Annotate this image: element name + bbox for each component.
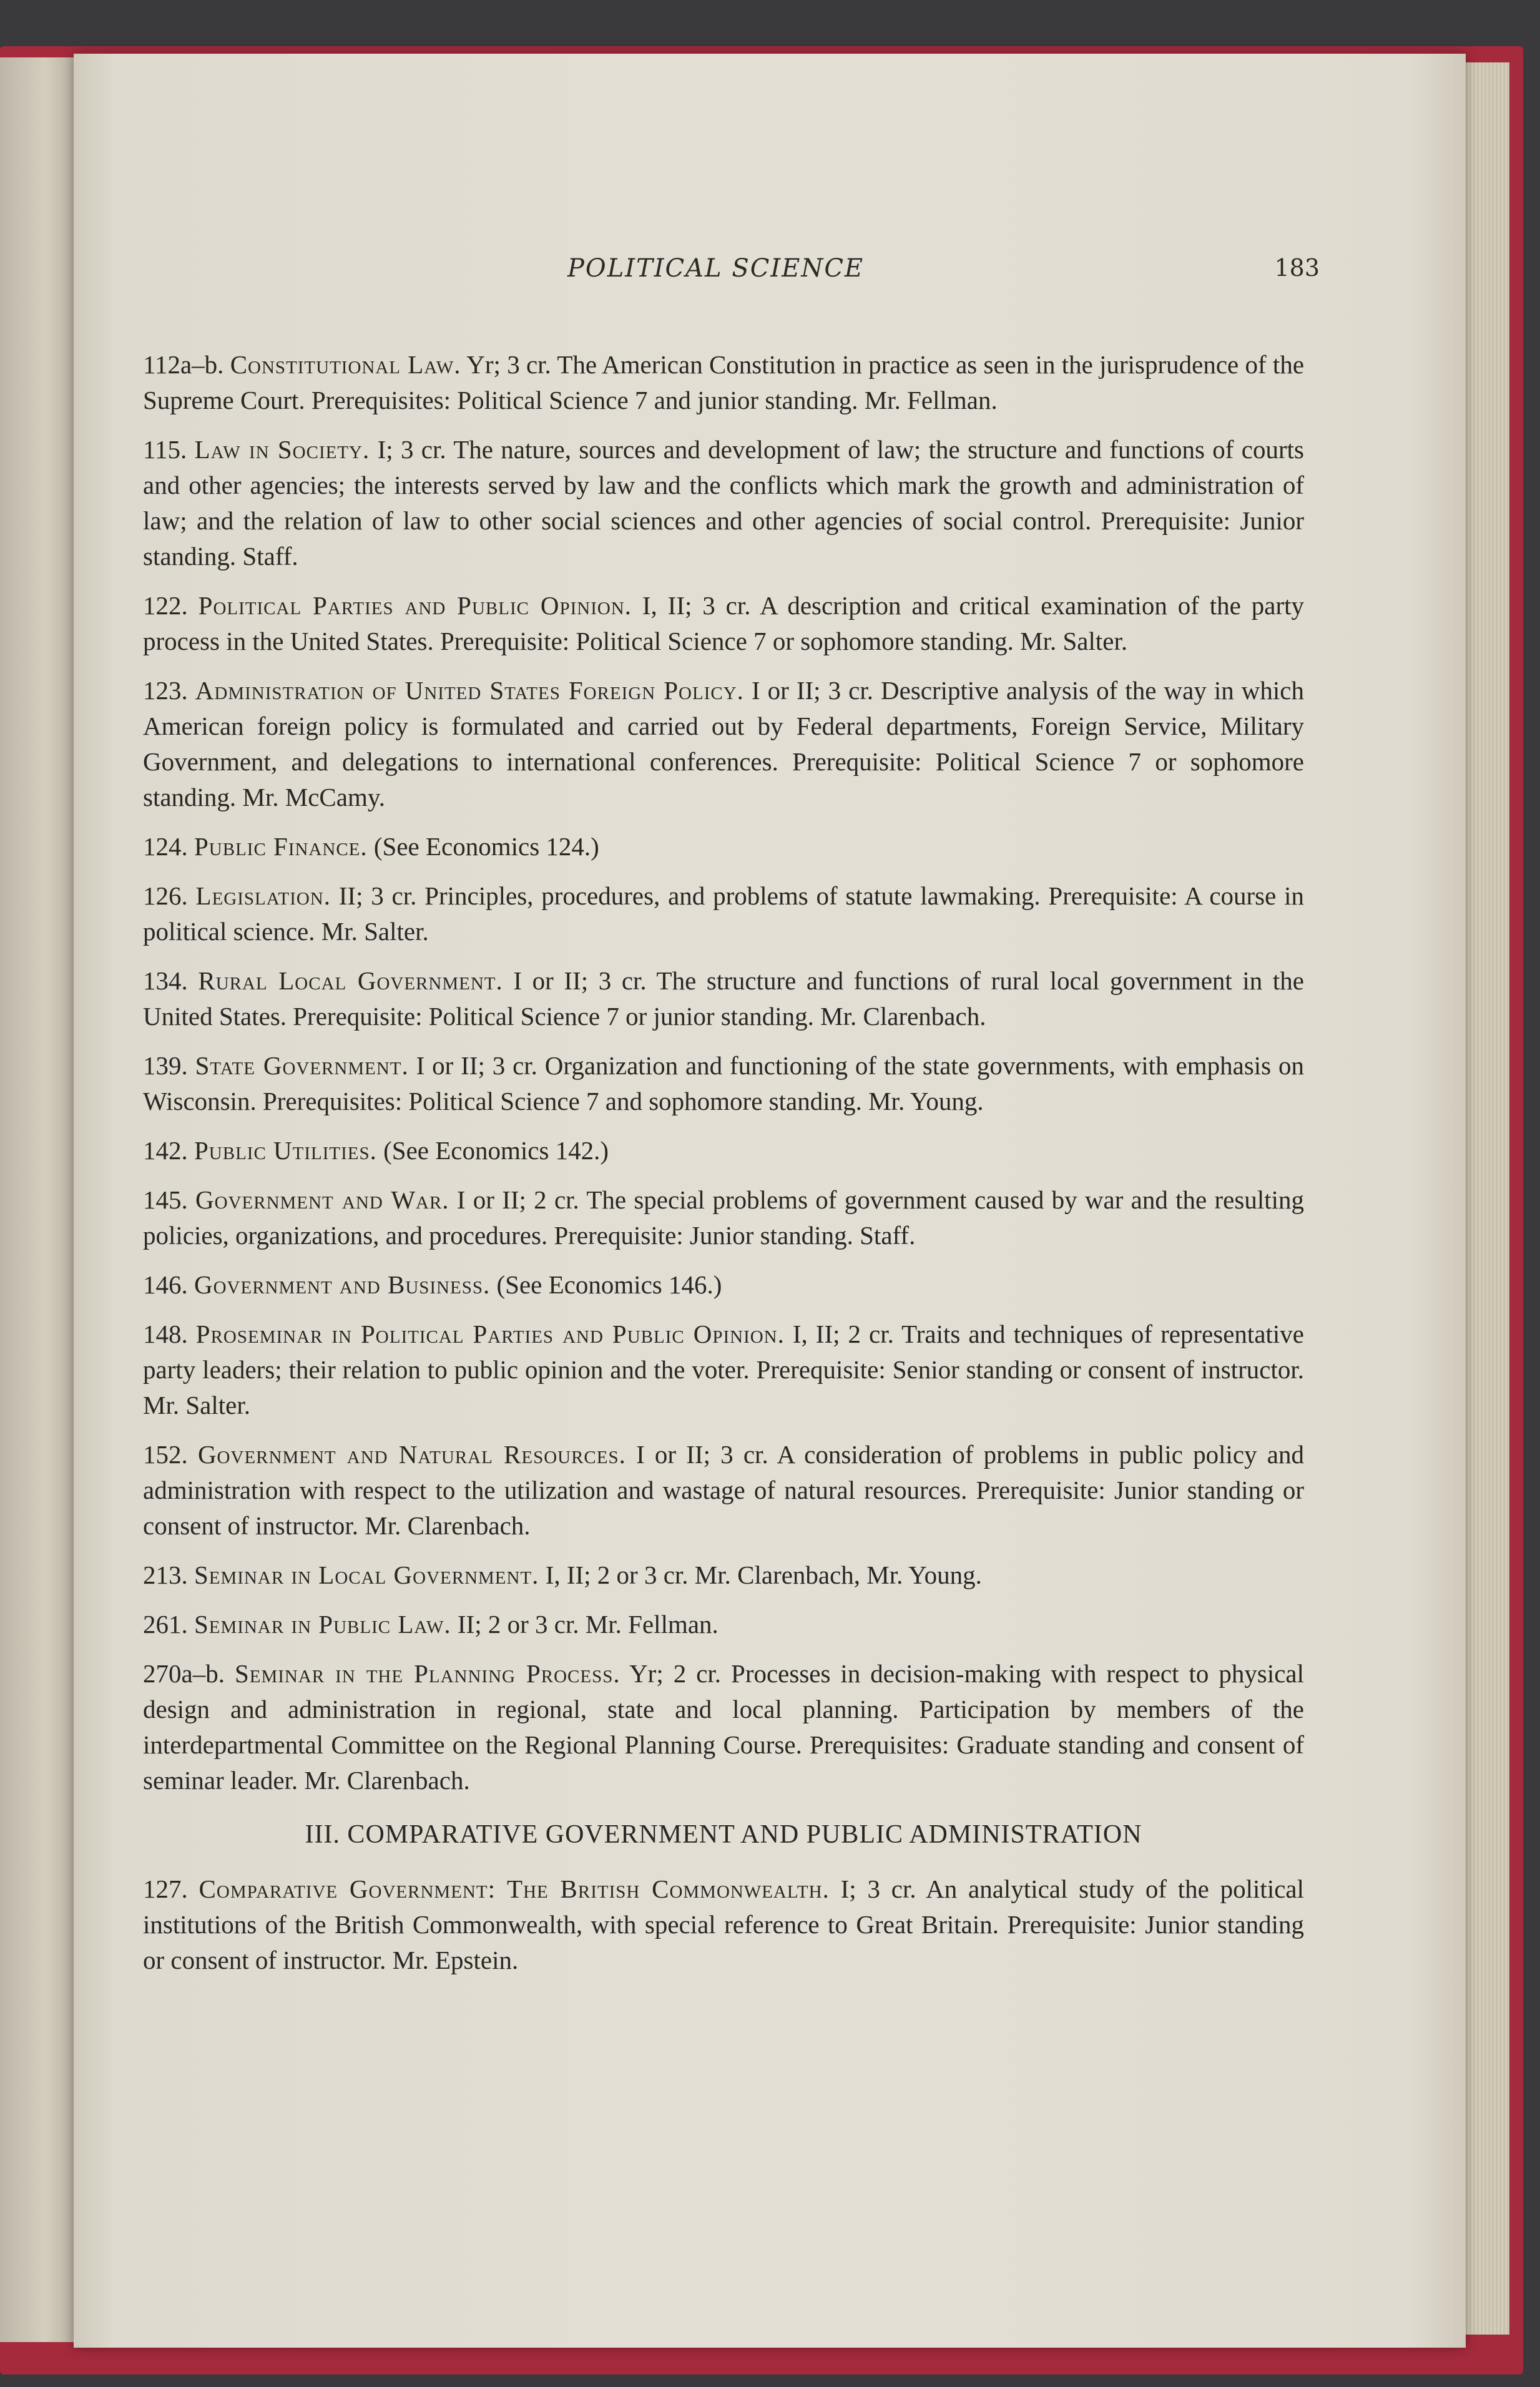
- course-title: Political Parties and Public Opinion.: [198, 591, 632, 620]
- running-title: POLITICAL SCIENCE: [567, 254, 865, 283]
- course-entry: [143, 829, 1304, 865]
- course-description: I or II; 2 cr. The special problems of government caused by war and the resulting policies, organizations, and procedures. Prerequisite: Junior standing. Staff.: [143, 1185, 1304, 1250]
- course-entry: [143, 432, 1304, 574]
- course-description: I, II; 2 or 3 cr. Mr. Clarenbach, Mr. Young.: [539, 1561, 982, 1589]
- course-entry: [143, 1048, 1304, 1119]
- course-number: 124.: [143, 832, 188, 861]
- course-title: Rural Local Government.: [198, 966, 503, 995]
- course-description: I or II; 3 cr. The structure and functions of rural local government in the United States. Prerequisite: Political Science 7 or junior standing. Mr. Clarenbach.: [143, 966, 1305, 1031]
- course-number: 142.: [143, 1136, 188, 1165]
- course-description: I; 3 cr. The nature, sources and development of law; the structure and functions of courts and other agencies; the interests served by law and the conflicts which mark the growth and administration of law; and the relation of law to other social sciences and other agencies of social control. Prerequisite: Junior standing. Staff.: [143, 435, 1304, 571]
- section-heading: III. COMPARATIVE GOVERNMENT AND PUBLIC ADMINISTRATION: [305, 1820, 1142, 1849]
- course-description: I or II; 3 cr. A consideration of problems in public policy and administration with respect to the utilization and wastage of natural resources. Prerequisite: Junior standing or consent of instructor. Mr. Clarenbach.: [143, 1440, 1304, 1540]
- course-title: Seminar in Public Law.: [194, 1610, 451, 1639]
- course-description: I; 3 cr. An analytical study of the political institutions of the British Commonwealth, with special reference to Great Britain. Prerequisite: Junior standing or consent of instructor. Mr. Epstein.: [143, 1875, 1305, 1974]
- course-description: I or II; 3 cr. Organization and functioning of the state governments, with emphasis on Wisconsin. Prerequisites: Political Science 7 and sophomore standing. Mr. Young.: [143, 1051, 1304, 1115]
- course-number: 115.: [143, 435, 187, 464]
- course-number: 134.: [143, 966, 188, 995]
- course-entry: [143, 1316, 1304, 1423]
- course-number: 213.: [143, 1561, 188, 1589]
- course-description: II; 3 cr. Principles, procedures, and problems of statute lawmaking. Prerequisite: A course in political science. Mr. Salter.: [143, 881, 1305, 946]
- course-title: Administration of United States Foreign Policy.: [195, 676, 744, 705]
- course-description: I or II; 3 cr. Descriptive analysis of the way in which American foreign policy is formulated and carried out by Federal departments, Foreign Service, Military Government, and delegations to international conferences. Prerequisite: Political Science 7 or sophomore standing. Mr. McCamy.: [143, 676, 1304, 811]
- course-number: 146.: [143, 1270, 188, 1299]
- course-entry: [143, 1607, 1304, 1642]
- course-title: Seminar in Local Government.: [194, 1561, 539, 1589]
- course-title: Constitutional Law.: [230, 350, 461, 379]
- course-entry: [143, 878, 1304, 949]
- course-description: Yr; 2 cr. Processes in decision-making with respect to physical design and administration in regional, state and local planning. Participation by members of the interdepartmental Committee on the Regional Planning Course. Prerequisites: Graduate standing and consent of seminar leader. Mr. Clarenbach.: [143, 1659, 1305, 1795]
- course-entry: [143, 1133, 1304, 1169]
- course-entry: [143, 963, 1304, 1034]
- course-title: Government and War.: [195, 1185, 449, 1214]
- course-description: I, II; 3 cr. A description and critical examination of the party process in the United States. Prerequisite: Political Science 7 or sophomore standing. Mr. Salter.: [143, 591, 1304, 655]
- course-number: 152.: [143, 1440, 188, 1469]
- course-number: 261.: [143, 1610, 188, 1639]
- course-title: State Government.: [195, 1051, 409, 1080]
- course-title: Seminar in the Planning Process.: [234, 1659, 620, 1688]
- course-listing: [143, 347, 1304, 1992]
- course-number: 112a–b.: [143, 350, 224, 379]
- course-entry: [143, 1267, 1304, 1303]
- course-number: 123.: [143, 676, 188, 705]
- course-entry: [143, 1182, 1304, 1253]
- previous-page-edge: [0, 57, 75, 2342]
- course-entry: [143, 588, 1304, 659]
- course-entry: [143, 1437, 1304, 1544]
- course-number: 126.: [143, 881, 188, 910]
- course-number: 139.: [143, 1051, 188, 1080]
- page-block-edges: [1459, 62, 1509, 2335]
- course-number: 127.: [143, 1875, 188, 1903]
- course-title: Public Finance.: [194, 832, 368, 861]
- course-title: Proseminar in Political Parties and Public Opinion.: [195, 1320, 785, 1348]
- course-entry: [143, 1557, 1304, 1593]
- course-description: Yr; 3 cr. The American Constitution in practice as seen in the jurisprudence of the Supreme Court. Prerequisites: Political Science 7 and junior standing. Mr. Fellman.: [143, 350, 1305, 414]
- course-title: Comparative Government: The British Commonwealth.: [199, 1875, 830, 1903]
- course-number: 145.: [143, 1185, 188, 1214]
- course-title: Public Utilities.: [194, 1136, 377, 1165]
- page-number: 183: [1274, 254, 1320, 282]
- course-entry: [143, 1656, 1304, 1798]
- course-entry: [143, 347, 1304, 418]
- course-entry: [143, 1871, 1304, 1978]
- course-title: Government and Natural Resources.: [197, 1440, 626, 1469]
- course-description: I, II; 2 cr. Traits and techniques of representative party leaders; their relation to public opinion and the voter. Prerequisite: Senior standing or consent of instructor. Mr. Salter.: [143, 1320, 1305, 1419]
- course-title: Law in Society.: [194, 435, 370, 464]
- course-description: II; 2 or 3 cr. Mr. Fellman.: [451, 1610, 719, 1639]
- course-title: Government and Business.: [194, 1270, 491, 1299]
- course-number: 122.: [143, 591, 188, 620]
- course-entry: [143, 673, 1304, 815]
- page-header: [143, 254, 1320, 292]
- course-description: (See Economics 124.): [367, 832, 599, 861]
- course-description: (See Economics 146.): [490, 1270, 722, 1299]
- course-number: 270a–b.: [143, 1659, 225, 1688]
- course-number: 148.: [143, 1320, 188, 1348]
- course-title: Legislation.: [195, 881, 331, 910]
- course-description: (See Economics 142.): [376, 1136, 609, 1165]
